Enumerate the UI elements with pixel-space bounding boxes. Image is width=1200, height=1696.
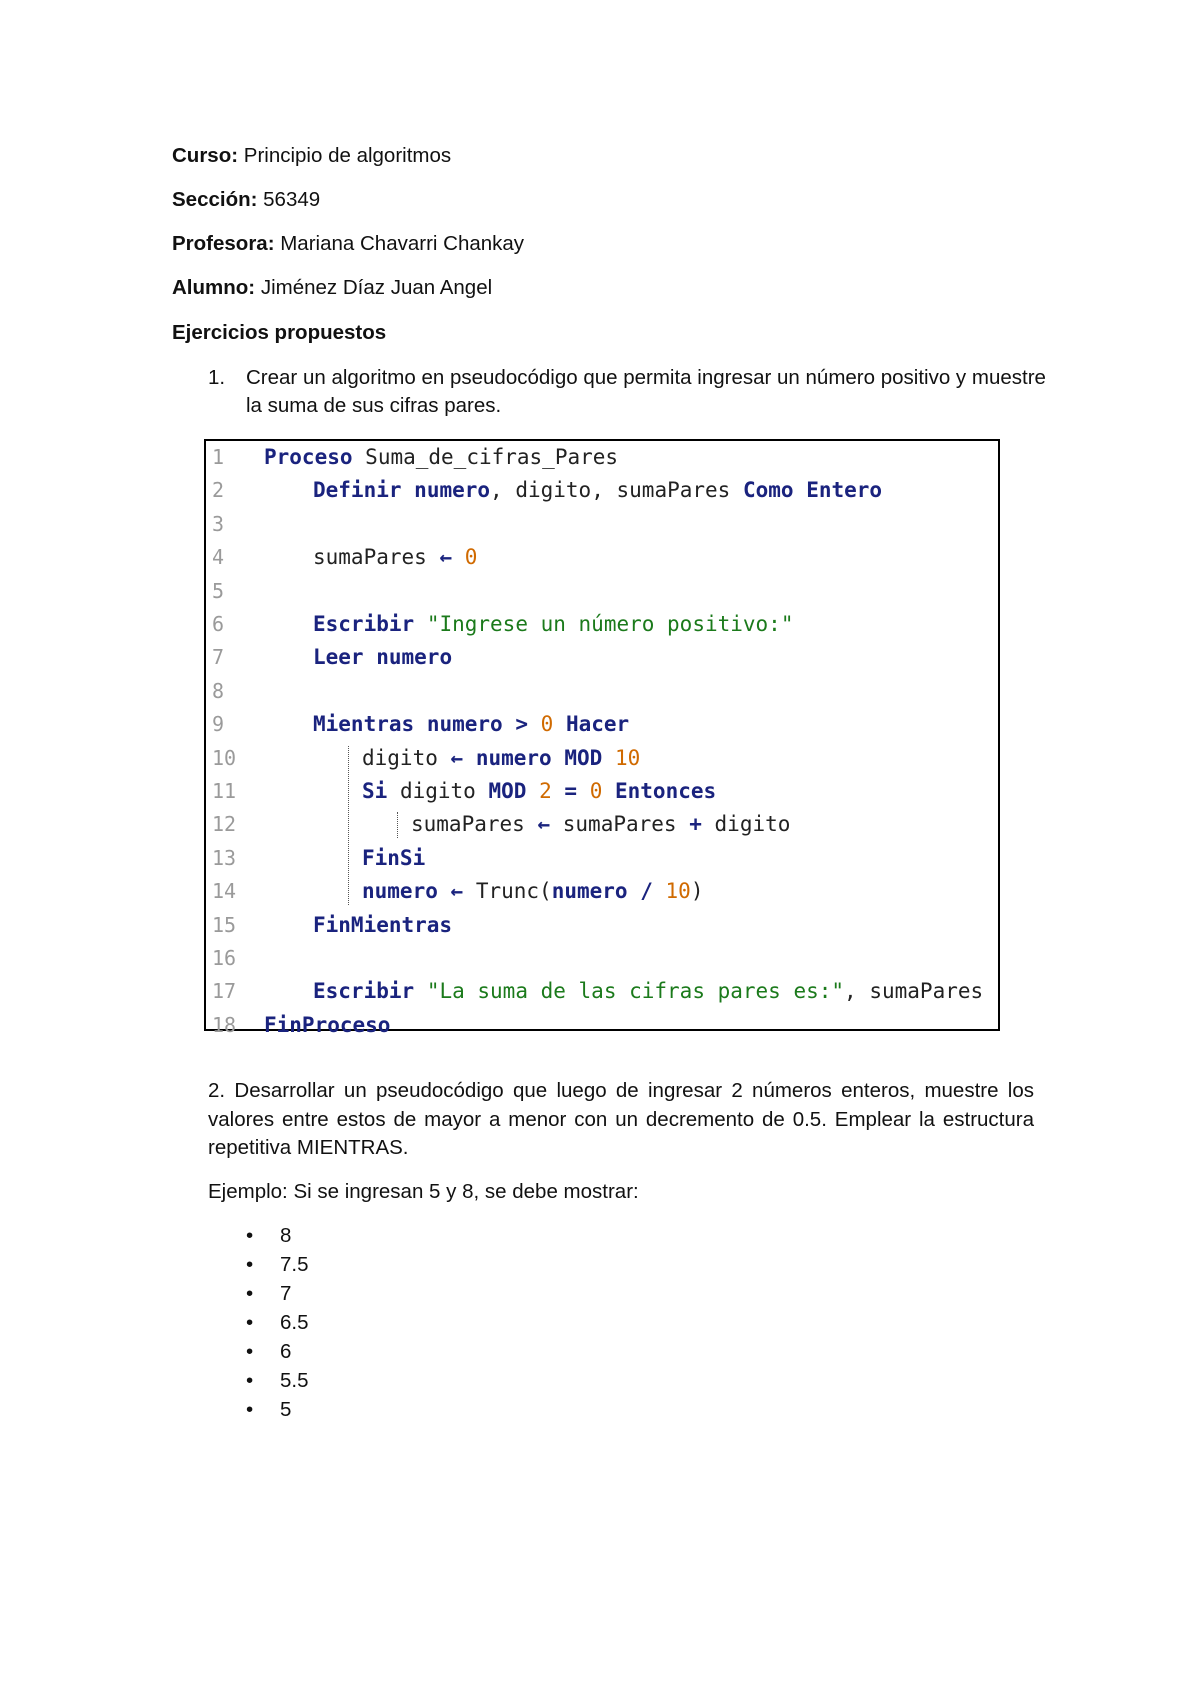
code-line [206,641,996,674]
section-label: Sección: [172,188,258,211]
course-value: Principio de algoritmos [243,144,452,167]
code-line-number: 1 [212,445,225,469]
code-line-number: 18 [212,1012,237,1037]
bullet-icon: • [246,1398,254,1421]
code-line-content: FinSi [362,845,426,870]
list-item-value: 8 [280,1224,292,1247]
code-line [206,875,996,908]
code-line-number: 12 [212,812,237,837]
student-field [172,275,492,301]
pseudocode-block [204,439,1000,1037]
list-item [246,1337,309,1366]
list-item-value: 7.5 [280,1253,309,1276]
code-line-content: Mientras numero > 0 Hacer [313,712,630,737]
code-line-number: 11 [212,779,237,803]
list-item-value: 7 [280,1282,292,1305]
list-item-value: 6 [280,1340,292,1363]
exercise-1-text: Crear un algoritmo en pseudocódigo que permita ingresar un número positivo y muestre la suma de sus cifras pares. [246,366,1046,417]
code-line-number: 3 [212,511,225,536]
code-line [206,675,996,708]
code-line-content: Proceso Suma_de_cifras_Pares [264,445,619,469]
code-line [206,942,996,975]
exercise-1-number: 1. [208,366,226,389]
teacher-value: Mariana Chavarri Chankay [280,232,525,255]
code-line-number: 14 [212,879,237,904]
code-line [206,608,996,641]
bullet-icon: • [246,1224,254,1247]
code-line [206,508,996,541]
indent-guide-si [397,812,398,837]
example-output-list [246,1221,309,1424]
code-line [206,742,996,775]
code-line-content: sumaPares ← 0 [313,545,478,570]
code-line-number: 16 [212,946,237,970]
student-value: Jiménez Díaz Juan Angel [260,276,493,299]
bullet-icon: • [246,1340,254,1363]
code-line [206,842,996,875]
course-field [172,143,451,169]
code-line-number: 15 [212,912,237,937]
section-field [172,187,320,213]
code-line-number: 5 [212,578,225,603]
code-line-content: FinMientras [313,912,453,937]
code-line-content: numero ← Trunc(numero / 10) [362,879,704,904]
bullet-icon: • [246,1282,254,1305]
code-line [206,1009,996,1042]
list-item-value: 5.5 [280,1369,309,1392]
code-line [206,975,996,1008]
teacher-field [172,231,524,257]
code-line-number: 9 [212,712,225,737]
exercise-2-text: 2. Desarrollar un pseudocódigo que luego de ingresar 2 números enteros, muestre los valores entre estos de mayor a menor con un decremento de 0.5. Emplear la estructura repetitiva MIENTRAS. [208,1079,1034,1159]
list-item-value: 6.5 [280,1311,309,1334]
code-line-number: 17 [212,979,237,1004]
code-line [206,808,996,841]
list-item [246,1308,309,1337]
bullet-icon: • [246,1369,254,1392]
section-title: Ejercicios propuestos [172,321,387,344]
code-line-content: Escribir "Ingrese un número positivo:" [313,612,794,636]
code-line-number: 7 [212,645,225,670]
list-item [246,1221,309,1250]
code-line [206,575,996,608]
code-line-number: 2 [212,478,225,503]
student-label: Alumno: [172,276,256,299]
list-item [246,1366,309,1395]
code-line-number: 4 [212,545,225,570]
code-line-number: 13 [212,845,237,870]
code-line-number: 8 [212,678,225,703]
code-line-content: Si digito MOD 2 = 0 Entonces [362,779,717,803]
course-label: Curso: [172,144,239,167]
list-item [246,1395,309,1424]
code-line-content: Escribir "La suma de las cifras pares es:", sumaPares [313,979,984,1004]
code-line [206,775,996,808]
code-line [206,541,996,574]
list-item [246,1250,309,1279]
list-item-value: 5 [280,1398,292,1421]
bullet-icon: • [246,1253,254,1276]
code-line-content: FinProceso [264,1012,391,1037]
section-value: 56349 [263,188,321,211]
teacher-label: Profesora: [172,232,275,255]
code-line-number: 10 [212,745,237,770]
code-line [206,441,996,474]
code-line [206,909,996,942]
bullet-icon: • [246,1311,254,1334]
code-line-content: Leer numero [313,645,453,670]
code-line [206,474,996,507]
example-text: Ejemplo: Si se ingresan 5 y 8, se debe mostrar: [208,1180,639,1203]
code-line-number: 6 [212,612,225,636]
code-line-content: Definir numero, digito, sumaPares Como Entero [313,478,883,503]
code-line-content: digito ← numero MOD 10 [362,745,641,770]
list-item [246,1279,309,1308]
code-line [206,708,996,741]
code-line-content: sumaPares ← sumaPares + digito [411,812,791,837]
